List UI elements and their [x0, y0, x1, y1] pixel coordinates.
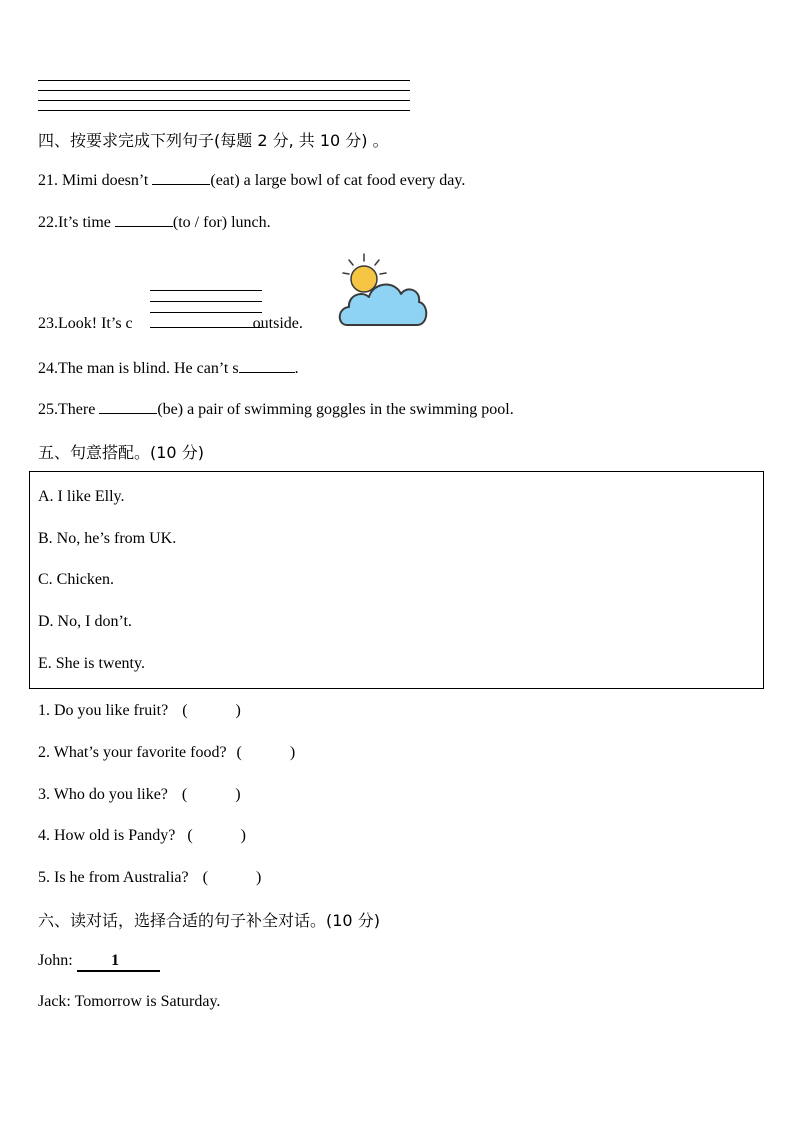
question-21: 21. Mimi doesn’t (eat) a large bowl of cat food every day. [38, 172, 466, 189]
question-24: 24.The man is blind. He can’t s . [38, 360, 299, 377]
dialogue-blank[interactable]: 1 [77, 952, 160, 972]
dialogue-line-jack: Jack: Tomorrow is Saturday. [38, 993, 221, 1010]
section-5-title: 五、句意搭配。(10 分) [38, 443, 204, 462]
writing-line [150, 290, 262, 291]
answer-blank[interactable] [152, 170, 210, 185]
match-question-5: 5. Is he from Australia? ( ) [38, 869, 262, 886]
writing-line [150, 301, 262, 302]
option-b: B. No, he’s from UK. [38, 530, 177, 547]
question-22: 22.It’s time (to / for) lunch. [38, 214, 271, 231]
writing-line [150, 312, 262, 313]
match-question-4: 4. How old is Pandy? ( ) [38, 827, 246, 844]
writing-line [38, 110, 410, 111]
option-c: C. Chicken. [38, 571, 114, 588]
match-question-3: 3. Who do you like? ( ) [38, 786, 241, 803]
section-6-title: 六、读对话，选择合适的句子补全对话。(10 分) [38, 911, 380, 930]
match-question-2: 2. What’s your favorite food? ( ) [38, 744, 296, 761]
writing-line [38, 90, 410, 91]
question-23: 23.Look! It’s c outside. [38, 315, 303, 332]
option-a: A. I like Elly. [38, 488, 125, 505]
writing-line [38, 80, 410, 81]
answer-bracket[interactable]: ( ) [202, 869, 262, 886]
option-e: E. She is twenty. [38, 655, 145, 672]
answer-bracket[interactable]: ( ) [182, 702, 241, 719]
answer-blank[interactable] [99, 399, 157, 414]
question-25: 25.There (be) a pair of swimming goggles in the swimming pool. [38, 401, 514, 418]
answer-blank[interactable] [115, 212, 173, 227]
section-4-title: 四、按要求完成下列句子(每题 2 分, 共 10 分) 。 [38, 131, 389, 150]
question-number: 21 [38, 172, 54, 189]
option-d: D. No, I don’t. [38, 613, 132, 630]
answer-bracket[interactable]: ( ) [187, 827, 246, 844]
dialogue-line-john: John: 1 [38, 952, 160, 972]
answer-bracket[interactable]: ( ) [181, 786, 241, 803]
answer-blank[interactable] [239, 358, 295, 373]
match-question-1: 1. Do you like fruit? ( ) [38, 702, 241, 719]
answer-bracket[interactable]: ( ) [236, 744, 296, 761]
writing-line [38, 100, 410, 101]
sun-behind-cloud-icon [335, 252, 430, 330]
